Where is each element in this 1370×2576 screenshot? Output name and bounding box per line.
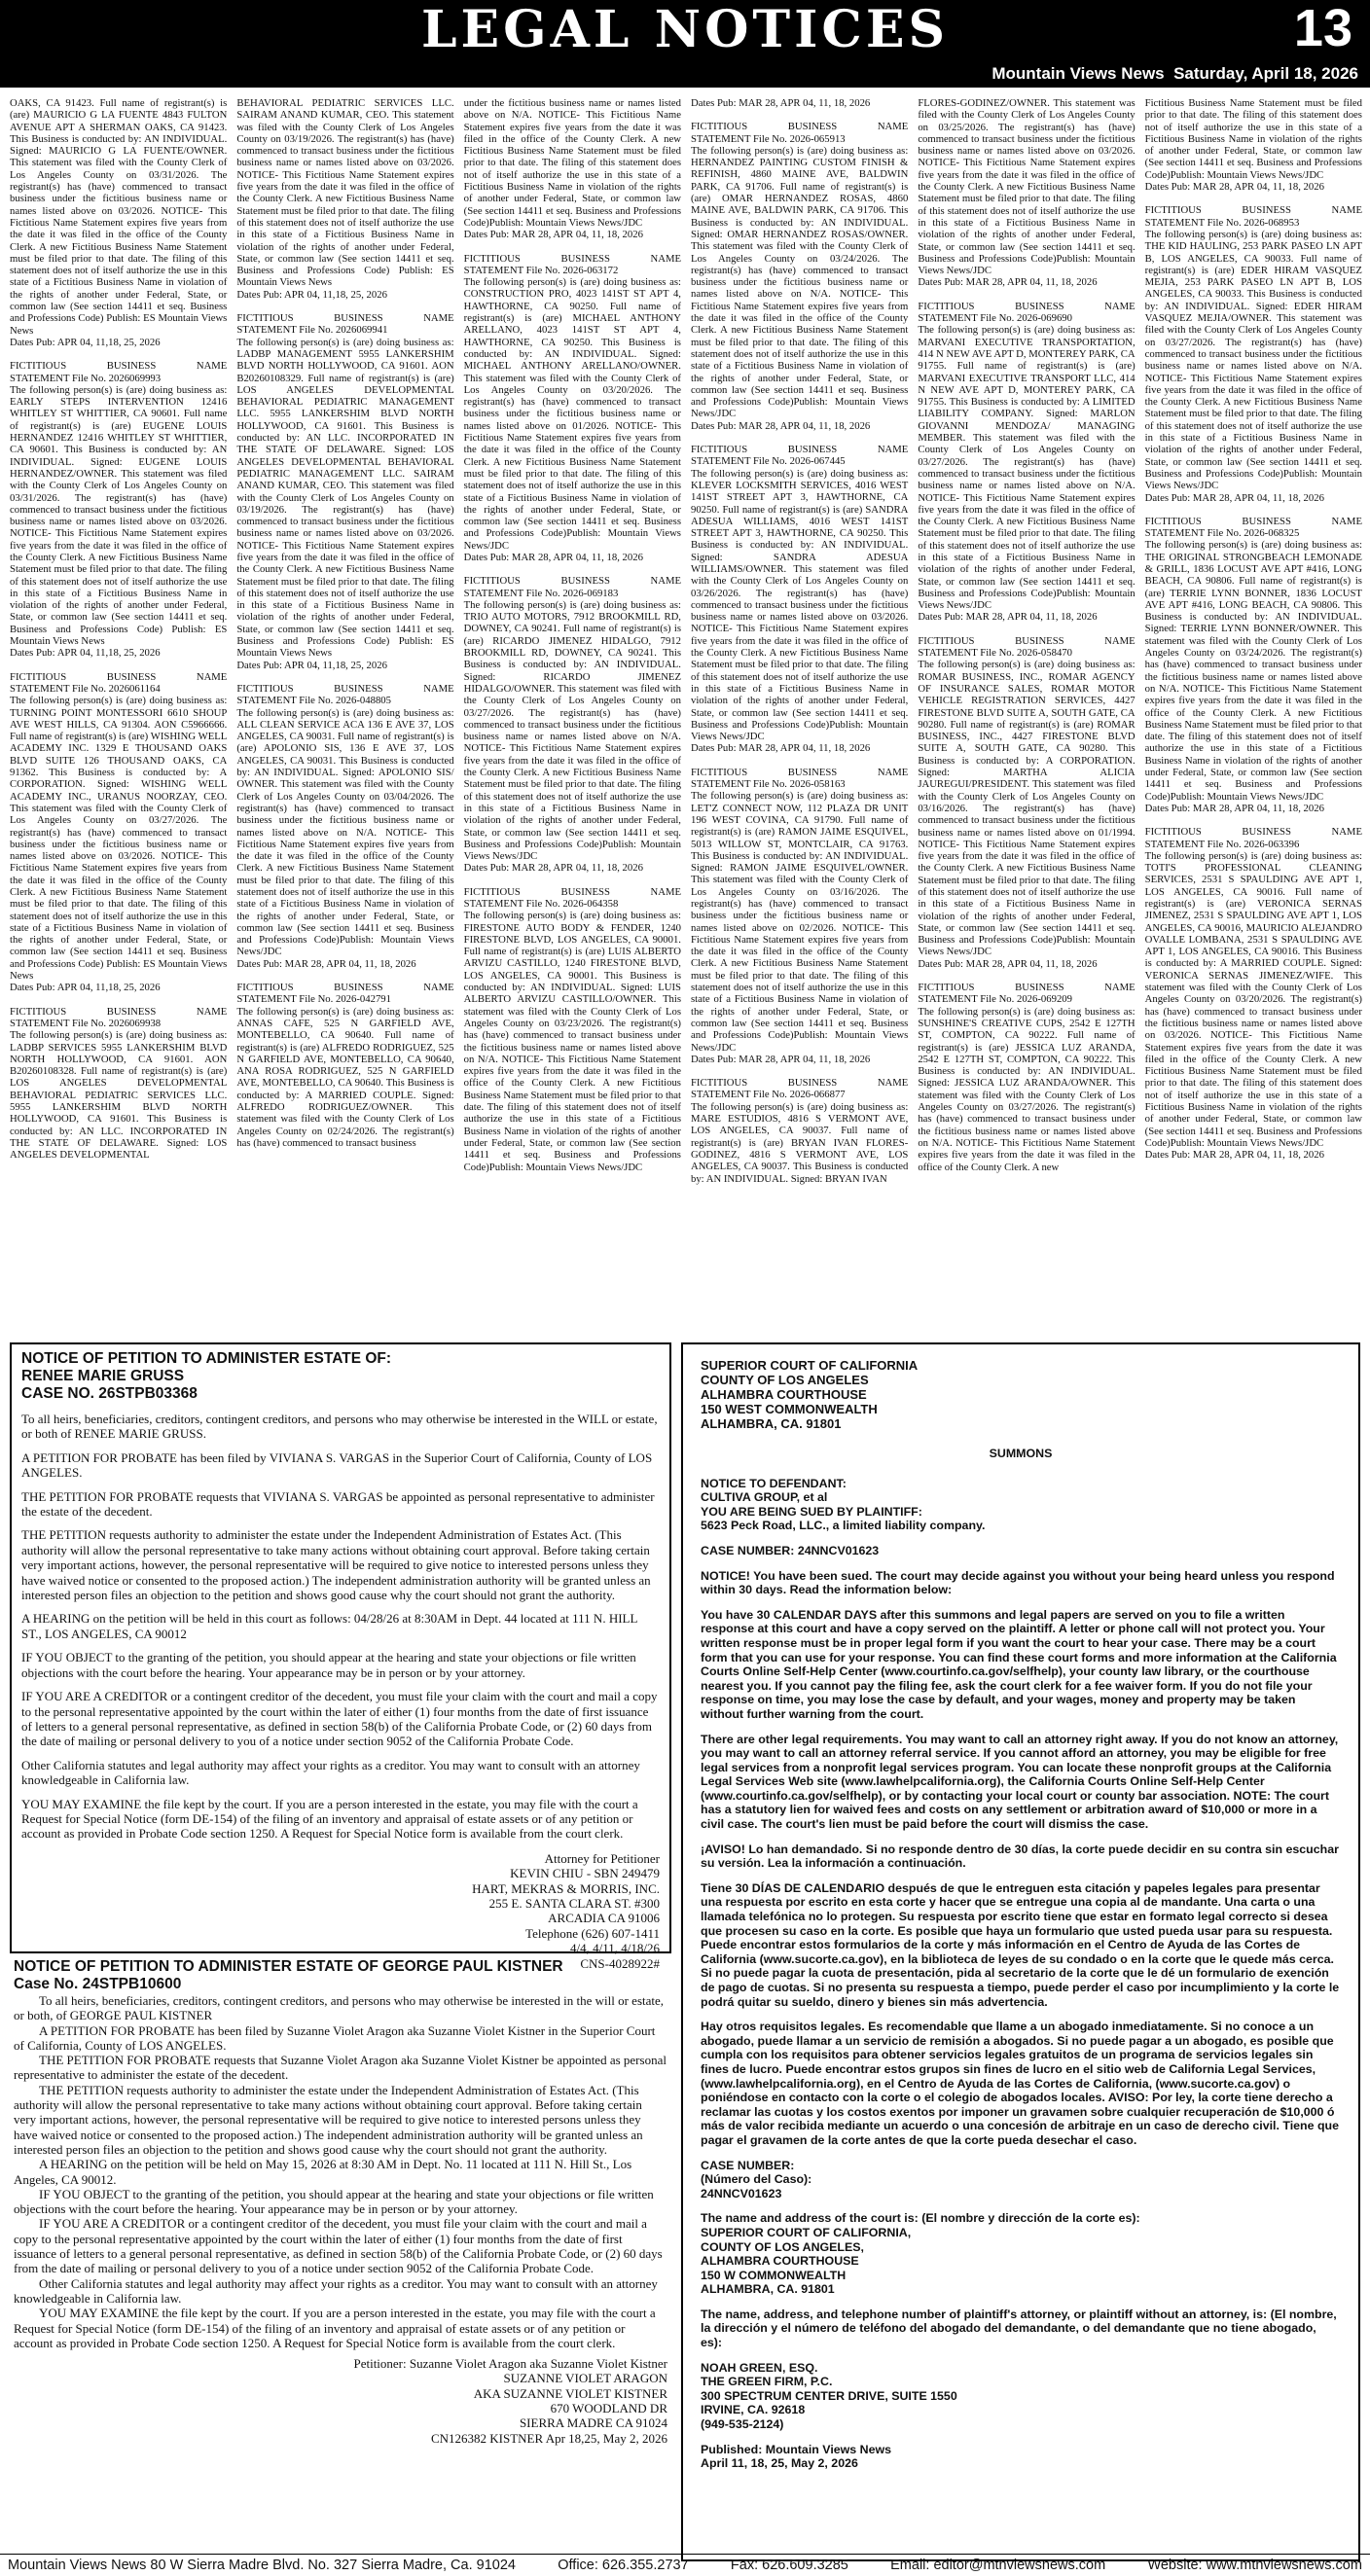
probate-title: NOTICE OF PETITION TO ADMINISTER ESTATE OF: — [21, 1350, 392, 1367]
publication-dates: Dates Pub: MAR 28, APR 04, 11, 18, 2026 — [1144, 1149, 1324, 1162]
heading-word: BUSINESS — [106, 360, 157, 373]
probate-paragraph: A HEARING on the petition will be held in this court as follows: 04/28/26 at 8:30AM in Dept. 44 located at 111 N. HILL ST., LOS ANGELES, CA 90012 — [21, 1611, 637, 1641]
defendant-line: CULTIVA GROUP, et al — [701, 1490, 828, 1505]
attorney-line: IRVINE, CA. 92618 — [701, 2403, 806, 2417]
fictitious-notice — [691, 767, 908, 1065]
column — [10, 97, 227, 1333]
notice-heading — [691, 444, 908, 455]
notice-body: The following person(s) is (are) doing business as: THE ORIGINAL STRONGBEACH LEMONADE & GRILL, 1836 LOCUST AVE APT #416, LONG BEACH, CA 90806. Full name of registrant(s) is (are) TERRIE LYNN BONNER, 1836 LOCUST AVE APT #416, LONG BEACH, CA 90806. This Business is conducted by: AN INDIVIDUAL. Signed: TERRIE LYNN BONNER/OWNER. This statement was filed with the County Clerk of Los Angeles County on 03/24/2026. The registrant(s) has (have) commenced to transact business under the fictitious business name or names listed above on N/A. NOTICE- This Fictitious Name Statement expires five years from the date it was filed in the office of the County Clerk. A new Fictitious Business Name Statement must be filed prior to that date. The filing of this statement does not of itself authorize the use in this state of a Fictitious Business Name in violation of the rights of another under Federal, State, or common law (See section 14411 et seq. Business and Professions Code)Publish: Mountain Views News/JDC — [1144, 539, 1362, 803]
fictitious-notice — [691, 444, 908, 755]
case-number-block — [701, 2159, 1341, 2201]
heading-word: NAME — [1104, 300, 1136, 312]
case-number: Case No. 24STPB10600 — [14, 1976, 182, 1992]
heading-word: FICTITIOUS — [918, 634, 975, 647]
probate-paragraph: THE PETITION requests authority to administer the estate under the Independent Administration of Estates Act. (This authority will allow the personal representative to take many actions without obtaining court approval. Before taking certain very important actions, however, the personal representative will be required to give notice to interested persons unless they have waived notice or consented to the proposed action.) The independent administration authority will be granted unless an interested person files an objection to the petition and shows good cause why the court should not grant the authority. — [14, 2082, 643, 2157]
heading-word: NAME — [877, 766, 909, 778]
statement-file-no: STATEMENT File No. 2026069938 — [10, 1017, 162, 1029]
column — [236, 97, 453, 1333]
heading-word: FICTITIOUS — [690, 1077, 748, 1090]
heading-word: NAME — [196, 360, 228, 373]
probate-title: NOTICE OF PETITION TO ADMINISTER ESTATE OF GEORGE PAUL KISTNER — [14, 1958, 563, 1975]
publication-line: Published: Mountain Views News — [701, 2442, 891, 2456]
fictitious-notice — [691, 97, 908, 109]
summons-case-number: CASE NUMBER: 24NNCV01623 — [701, 1543, 880, 1557]
notice-body: The following person(s) is (are) doing business as: FIRESTONE AUTO BODY & FENDER, 1240 FIRESTONE BLVD, LOS ANGELES, CA 90001. Full name of registrant(s) is (are) LUIS ALBERTO ARVIZU CASTILLO, 1240 FIRESTONE BLVD, LOS ANGELES, CA 90001. This Business is conducted by: AN INDIVIDUAL. Signed: LUIS ALBERTO ARVIZU CASTILLO/OWNER. This statement was filed with the County Clerk of Los Angeles County on 03/23/2026. The registrant(s) has (have) commenced to transact business under the fictitious business name or names listed above on N/A. NOTICE- This Fictitious Name Statement expires five years from the date it was filed in the office of the County Clerk. A new Fictitious Business Name Statement must be filed prior to that date. The filing of this statement does not of itself authorize the use in this state of a Fictitious Business Name in violation of the rights of another under Federal, State, or common law (See section 14411 et seq. Business and Professions Code)Publish: Mountain Views News/JDC — [463, 910, 681, 1173]
publication-dates: Dates Pub: MAR 28, APR 04, 11, 18, 2026 — [1144, 802, 1324, 814]
heading-word: BUSINESS — [560, 885, 610, 898]
heading-word: NAME — [650, 252, 681, 265]
notice-body: The following person(s) is (are) doing business as: MARVANI EXECUTIVE TRANSPORTATION, 414 N NEW AVE APT D, MONTEREY PARK, CA 91755. Full name of registrant(s) is (are) MARVANI EXECUTIVE TRANSPORT LLC, 414 N NEW AVE APT D, MONTEREY PARK, CA 91755. This Business is conducted by: A LIMITED LIABILITY COMPANY. Signed: MARLON GIOVANNI MENDOZA/ MANAGING MEMBER. This statement was filed with the County Clerk of Los Angeles County on 03/27/2026. The registrant(s) has (have) commenced to transact business under the fictitious business name or names listed above on N/A. NOTICE- This Fictitious Name Statement expires five years from the date it was filed in the office of the County Clerk. A new Fictitious Business Name Statement must be filed prior to that date. The filing of this statement does not of itself authorize the use in this state of a Fictitious Business Name in violation of the rights of another under Federal, State, or common law (See section 14411 et seq. Business and Professions Code)Publish: Mountain Views News/JDC — [918, 324, 1136, 612]
heading-word: FICTITIOUS — [236, 312, 294, 325]
statement-file-no: STATEMENT File No. 2026-064358 — [463, 898, 619, 910]
notice-heading — [691, 1077, 908, 1089]
court-address-line: ALHAMBRA COURTHOUSE — [701, 2254, 859, 2269]
fictitious-notice — [464, 97, 681, 241]
summons-paragraph-es: Hay otros requisitos legales. Es recomendable que llame a un abogado inmediatamente. Si no conoce a un abogado, puede llamar a un servicio de remisión a abogados. Si no puede pagar a un abogado, es posible que cumpla con los requisitos para obtener servicios legales gratuitos de un programa de servicios legales sin fines de lucro. Puede encontrar estos grupos sin fines de lucro en el sitio web de California Legal Services, (www.lawhelpcalifornia.org), en el Centro de Ayuda de las Cortes de California, (www.sucorte.ca.gov) o poniéndose en contacto con la corte o el colegio de abogados locales. AVISO: Por ley, la corte tiene derecho a reclamar las cuotas y los costos exentos por imponer un gravamen sobre cualquier recuperación de $10,000 ó más de valor recibida mediante un acuerdo o una concesión de arbitraje en un caso de derecho civil. Tiene que pagar el gravamen de la corte antes de que la corte pueda desechar el caso. — [701, 2020, 1339, 2147]
notice-body: under the fictitious business name or names listed above on N/A. NOTICE- This Fictitious Name Statement expires five years from the date it was filed in the office of the County Clerk. A new Fictitious Business Name Statement must be filed prior to that date. The filing of this statement does not of itself authorize the use in this state of a Fictitious Business Name in violation of the rights of another under Federal, State, or common law (See section 14411 et seq. Business and Professions Code)Publish: Mountain Views News/JDC — [463, 97, 681, 229]
notice-body: The following person(s) is (are) doing business as: KLEVER LOCKSMITH SERVICES, 4016 WEST 141ST STREET APT 3, HAWTHORNE, CA 90250. Full name of registrant(s) is (are) SANDRA ADESUA WILLIAMS, 4016 WEST 141ST STREET APT 3, HAWTHORNE, CA 90250. This Business is conducted by: AN INDIVIDUAL. Signed: SANDRA ADESUA WILLIAMS/OWNER. This statement was filed with the County Clerk of Los Angeles County on 03/26/2026. The registrant(s) has (have) commenced to transact business under the fictitious business name or names listed above on 03/2026. NOTICE- This Fictitious Name Statement expires five years from the date it was filed in the office of the County Clerk. A new Fictitious Business Name Statement must be filed prior to that date. The filing of this statement does not of itself authorize the use in this state of a Fictitious Business Name in violation of the rights of another under Federal, State, or common law (See section 14411 et seq. Business and Professions Code)Publish: Mountain Views News/JDC — [690, 467, 909, 743]
fictitious-notice — [918, 301, 1135, 624]
probate-paragraph: THE PETITION requests authority to administer the estate under the Independent Administration of Estates Act. (This authority will allow the personal representative to take many actions without obtaining court approval. Before taking certain very important actions, however, the personal representative will be required to give notice to interested persons unless they have waived notice or consented to the proposed action.) The independent administration authority will be granted unless an interested person files an objection to the petition and shows good cause why the court should not grant the authority. — [21, 1527, 651, 1603]
petitioner-signature — [14, 2356, 667, 2446]
heading-word: FICTITIOUS — [463, 575, 521, 588]
defendant-line: 5623 Peck Road, LLC., a limited liability company. — [701, 1519, 986, 1533]
notice-heading — [691, 767, 908, 778]
heading-word: FICTITIOUS — [236, 682, 294, 695]
court-line: COUNTY OF LOS ANGELES — [701, 1373, 869, 1387]
signature-line: HART, MEKRAS & MORRIS, INC. — [472, 1880, 660, 1896]
probate-paragraphs — [14, 1993, 667, 2350]
heading-word: FICTITIOUS — [690, 121, 748, 133]
heading-word: BUSINESS — [334, 312, 383, 325]
publication-dates: Dates Pub: MAR 28, APR 04, 11, 18, 2026 — [690, 97, 871, 109]
summons-paragraph: You have 30 CALENDAR DAYS after this summons and legal papers are served on you to file a written response at this court and have a copy served on the plaintiff. A letter or phone call will not protect you. Your written response must be in proper legal form if you want the court to hear your case. There may be a court form that you can use for your response. You can find these court forms and more information at the California Courts Online Self-Help Center (www.courtinfo.ca.gov/selfhelp), your county law library, or the courthouse nearest you. If you cannot pay the filing fee, ask the court clerk for a fee waiver form. If you do not file your response on time, you may lose the case by default, and your wages, money and property may be taken without further warning from the court. — [701, 1607, 1337, 1721]
case-line: 24NNCV01623 — [701, 2186, 782, 2200]
fictitious-notice — [464, 886, 681, 1173]
statement-file-no: STATEMENT File No. 2026-058470 — [918, 647, 1072, 660]
statement-file-no: STATEMENT File No. 2026-068953 — [1144, 216, 1300, 229]
defendant-line: YOU ARE BEING SUED BY PLAINTIFF: — [701, 1504, 922, 1519]
notice-body: FLORES-GODINEZ/OWNER. This statement was filed with the County Clerk of Los Angeles County on 03/25/2026. The registrant(s) has (have) commenced to transact business under the fictitious business name or names listed above on 03/2026. NOTICE- This Fictitious Name Statement expires five years from the date it was filed in the office of the County Clerk. A new Fictitious Business Name Statement must be filed prior to that date. The filing of this statement does not of itself authorize the use in this state of a Fictitious Business Name in violation of the rights of another under Federal, State, or common law (See section 14411 et seq. Business and Professions Code)Publish: Mountain Views News/JDC — [918, 97, 1136, 277]
masthead-dateline — [991, 64, 1358, 84]
fictitious-notices-columns — [10, 97, 1362, 1333]
fictitious-notice — [1145, 826, 1362, 1161]
statement-file-no: STATEMENT File No. 2026-058163 — [690, 778, 846, 791]
masthead — [0, 0, 1370, 88]
heading-word: BUSINESS — [787, 766, 838, 778]
publication-dates: Dates Pub: MAR 28, APR 04, 11, 18, 2026 — [1144, 491, 1324, 504]
issue-date: Saturday, April 18, 2026 — [1173, 64, 1358, 83]
publication-dates: Dates Pub: APR 04, 11,18, 25, 2026 — [236, 288, 387, 301]
statement-file-no: STATEMENT File No. 2026-069183 — [463, 587, 619, 599]
statement-file-no: STATEMENT File No. 2026-067445 — [690, 455, 846, 468]
statement-file-no: STATEMENT File No. 2026069941 — [236, 324, 388, 337]
heading-word: FICTITIOUS — [463, 885, 521, 898]
footer-fax: Fax: 626.609.3285 — [730, 2558, 848, 2573]
summons-notice — [681, 1342, 1360, 2561]
defendant-block — [701, 1477, 1341, 1533]
fictitious-notice — [236, 312, 453, 671]
notice-body: The following person(s) is (are) doing business as: HERNANDEZ PAINTING CUSTOM FINISH & REFINISH, 4860 MAINE AVE, BALDWIN PARK, CA 91706. Full name of registrant(s) is (are) OMAR HERNANDEZ ROSAS, 4860 MAINE AVE, BALDWIN PARK, CA 91706. This Business is conducted by: AN INDIVIDUAL. Signed: OMAR HERNANDEZ ROSAS/OWNER. This statement was filed with the County Clerk of Los Angeles County on 03/24/2026. The registrant(s) has (have) commenced to transact business under the fictitious business name or names listed above on N/A. NOTICE- This Fictitious Name Statement expires five years from the date it was filed in the office of the County Clerk. A new Fictitious Business Name Statement must be filed prior to that date. The filing of this statement does not of itself authorize the use in this state of a Fictitious Business Name in violation of the rights of another under Federal, State, or common law (See section 14411 et seq. Business and Professions Code)Publish: Mountain Views News/JDC — [690, 144, 909, 420]
notice-heading — [236, 312, 453, 324]
publication-dates: Dates Pub: MAR 28, APR 04, 11, 18, 2026 — [918, 957, 1098, 970]
probate-paragraphs — [21, 1412, 660, 1842]
heading-word: BUSINESS — [334, 982, 383, 994]
fictitious-notice — [10, 97, 227, 348]
attorney-line: 300 SPECTRUM CENTER DRIVE, SUITE 1550 — [701, 2388, 957, 2403]
section-title: LEGAL NOTICES — [420, 0, 950, 59]
signature-line: SIERRA MADRE CA 91024 — [519, 2415, 667, 2431]
fictitious-notice — [464, 253, 681, 564]
heading-word: NAME — [877, 444, 909, 456]
statement-file-no: STATEMENT File No. 2026-066877 — [690, 1089, 846, 1101]
heading-word: BUSINESS — [1242, 826, 1291, 839]
case-number: CASE NO. 26STPB03368 — [21, 1385, 198, 1402]
fictitious-notice — [1145, 204, 1362, 503]
fictitious-notice — [236, 982, 453, 1149]
notice-body: The following person(s) is (are) doing business as: TURNING POINT MONTESSORI 6610 SHOUP AVE WEST HILLS, CA 91304. AON C5966666. Full name of registrant(s) is (are) WISHING WELL ACADEMY INC. 1329 E THOUSAND OAKS BLVD SUITE 126 THOUSAND OAKS, CA 91362. This Business is conducted by: A CORPORATION. Signed: WISHING WELL ACADEMY INC., URANUS NOORZAY, CEO. This statement was filed with the County Clerk of Los Angeles County on 03/27/2026. The registrant(s) has (have) commenced to transact business under the fictitious business name or names listed above on 03/2026. NOTICE- This Fictitious Name Statement expires five years from the date it was filed in the office of the County Clerk. A new Fictitious Business Name Statement must be filed prior to that date. The filing of this statement does not of itself authorize the use in this state of a Fictitious Business Name in violation of the rights of another under Federal, State, or common law (See section 14411 et seq. Business and Professions Code) Publish: ES Mountain Views News — [10, 695, 228, 983]
publication-dates: Dates Pub: MAR 28, APR 04, 11, 18, 2026 — [463, 862, 643, 875]
notice-heading — [691, 121, 908, 132]
notice-heading — [10, 671, 227, 683]
court-address-line: SUPERIOR COURT OF CALIFORNIA, — [701, 2225, 912, 2239]
attorney-label: The name, address, and telephone number of plaintiff's attorney, or plaintiff without an attorney, is: (El nombre, la dirección y el número de teléfono del abogado del demandante, o del demandante que no tiene abogado, es): — [701, 2307, 1337, 2350]
statement-file-no: STATEMENT File No. 2026-065913 — [690, 132, 846, 145]
notice-body: The following person(s) is (are) doing business as: SUNSHINE'S CREATIVE CUPS, 2542 E 127TH ST, COMPTON, CA 90222. Full name of registrant(s) is (are) JESSICA LUZ ARANDA, 2542 E 127TH ST, COMPTON, CA 90222. This Business is conducted by: AN INDIVIDUAL. Signed: JESSICA LUZ ARANDA/OWNER. This statement was filed with the County Clerk of Los Angeles County on 03/27/2026. The registrant(s) has (have) commenced to transact business under the fictitious business name or names listed above on N/A. NOTICE- This Fictitious Name Statement expires five years from the date it was filed in the office of the County Clerk. A new — [918, 1005, 1136, 1173]
page-number: 13 — [1293, 0, 1352, 57]
summons-paragraph: There are other legal requirements. You may want to call an attorney right away. If you do not know an attorney, you may want to call an attorney referral service. If you cannot afford an attorney, you may be eligible for free legal services from a nonprofit legal services program. You can locate these nonprofit groups at the California Legal Services Web site (www.lawhelpcalifornia.org), the California Courts Online Self-Help Center (www.courtinfo.ca.gov/selfhelp), or by contacting your local court or county bar association. NOTE: The court has a statutory lien for waived fees and costs on any settlement or arbitration award of $10,000 or more in a civil case. The court's lien must be paid before the court will dismiss the case. — [701, 1732, 1339, 1832]
notice-heading — [464, 886, 681, 898]
notice-heading — [10, 1006, 227, 1018]
statement-file-no: STATEMENT File No. 2026061164 — [10, 682, 161, 695]
notice-body: The following person(s) is (are) doing business as: LADBP SERVICES 5955 LANKERSHIM BLVD NORTH HOLLYWOOD, CA 91601. AON B20260108328. Full name of registrant(s) is (are) LOS ANGELES DEVELOPMENTAL BEHAVIORAL PEDIATRIC SERVICES LLC. 5955 LANKERSHIM BLVD NORTH HOLLYWOOD, CA 91601. This Business is conducted by: AN LLC. INCORPORATED IN THE STATE OF DELAWARE. Signed: LOS ANGELES DEVELOPMENTAL — [10, 1029, 228, 1162]
court-address-line: 150 W COMMONWEALTH — [701, 2268, 847, 2282]
notice-body: The following person(s) is (are) doing business as: THE KID HAULING, 253 PARK PASEO LN APT B, LOS ANGELES, CA 90033. Full name of registrant(s) is (are) EDER HIRAM VASQUEZ MEJIA, 253 PARK PASEO LN APT B, LOS ANGELES, CA 90033. This Business is conducted by: AN INDIVIDUAL. Signed: EDER HIRAM VASQUEZ MEJIA/OWNER. This statement was filed with the County Clerk of Los Angeles County on 03/27/2026. The registrant(s) has (have) commenced to transact business under the fictitious business name or names listed above on N/A. NOTICE- This Fictitious Name Statement expires five years from the date it was filed in the office of the County Clerk. A new Fictitious Business Name Statement must be filed prior to that date. The filing of this statement does not of itself authorize the use in this state of a Fictitious Business Name in violation of the rights of another under Federal, State, or common law (See section 14411 et seq. Business and Professions Code)Publish: Mountain Views News/JDC — [1144, 228, 1362, 492]
signature-line: SUZANNE VIOLET ARAGON — [503, 2371, 667, 2386]
statement-file-no: STATEMENT File No. 2026-042791 — [236, 993, 391, 1006]
heading-word: BUSINESS — [1242, 204, 1291, 217]
heading-word: BUSINESS — [1015, 300, 1064, 312]
heading-word: NAME — [1104, 634, 1136, 647]
publication-dates — [701, 2443, 1341, 2471]
notice-body: The following person(s) is (are) doing business as: ALL CLEAN SERVICE ACA 136 E AVE 37, LOS ANGELES, CA 90031. Full name of registrant(s) is (are) APOLONIO SIS, 136 E AVE 37, LOS ANGELES, CA 90031. This Business is conducted by: AN INDIVIDUAL. Signed: APOLONIO SIS/ OWNER. This statement was filed with the County Clerk of Los Angeles County on 03/04/2026. The registrant(s) has (have) commenced to transact business under the fictitious business name or names listed above on N/A. NOTICE- This Fictitious Name Statement expires five years from the date it was filed in the office of the County Clerk. A new Fictitious Business Name Statement must be filed prior to that date. The filing of this statement does not of itself authorize the use in this state of a Fictitious Business Name in violation of the rights of another under Federal, State, or common law (See section 14411 et seq. Business and Professions Code)Publish: Mountain Views News/JDC — [236, 706, 454, 958]
notice-body: BEHAVIORAL PEDIATRIC SERVICES LLC. SAIRAM ANAND KUMAR, CEO. This statement was filed with the County Clerk of Los Angeles County on 03/19/2026. The registrant(s) has (have) commenced to transact business under the fictitious business name or names listed above on 03/2026. NOTICE- This Fictitious Name Statement expires five years from the date it was filed in the office of the County Clerk. A new Fictitious Business Name Statement must be filed prior to that date. The filing of this statement does not of itself authorize the use in this state of a Fictitious Business Name in violation of the rights of another under Federal, State, or common law (See section 14411 et seq. Business and Professions Code) Publish: ES Mountain Views News — [236, 97, 454, 289]
summons-aviso: ¡AVISO! Lo han demandado. Si no responde dentro de 30 días, la corte puede decidir en su contra sin escuchar su versión. Lea la información a continuación. — [701, 1842, 1339, 1871]
heading-word: NAME — [196, 670, 228, 683]
probate-paragraph: THE PETITION FOR PROBATE requests that VIVIANA S. VARGAS be appointed as personal representative to administer the estate of the decedent. — [21, 1488, 655, 1520]
notice-heading — [918, 301, 1135, 312]
publication-line: April 11, 18, 25, May 2, 2026 — [701, 2456, 858, 2471]
publication-dates: Dates Pub: MAR 28, APR 04, 11, 18, 2026 — [236, 957, 416, 970]
heading-word: BUSINESS — [1015, 982, 1064, 994]
summons-title: SUMMONS — [989, 1447, 1053, 1460]
heading-word: BUSINESS — [560, 575, 610, 588]
signature-line: 670 WOODLAND DR — [550, 2401, 667, 2416]
publication-dates: Dates Pub: MAR 28, APR 04, 11, 18, 2026 — [690, 419, 871, 432]
notice-heading — [918, 982, 1135, 993]
notice-heading — [1145, 826, 1362, 838]
publication-dates: Dates Pub: APR 04, 11,18, 25, 2026 — [236, 659, 387, 671]
fictitious-notice — [918, 635, 1135, 970]
heading-word: FICTITIOUS — [1144, 826, 1202, 839]
fictitious-notice — [464, 575, 681, 874]
heading-word: FICTITIOUS — [918, 300, 975, 312]
probate-paragraph: A PETITION FOR PROBATE has been filed by VIVIANA S. VARGAS in the Superior Court of California, County of LOS ANGELES. — [21, 1449, 653, 1481]
court-header — [701, 1358, 1341, 1431]
publication-dates: Dates Pub: MAR 28, APR 04, 11, 18, 2026 — [918, 276, 1098, 289]
court-line: 150 WEST COMMONWEALTH — [701, 1402, 878, 1416]
case-line: CASE NUMBER: — [701, 2158, 795, 2172]
heading-word: FICTITIOUS — [1144, 515, 1202, 527]
signature-line: CNS-4028922# — [580, 1955, 660, 1971]
signature-line: CN126382 KISTNER Apr 18,25, May 2, 2026 — [430, 2430, 667, 2446]
notice-body: Fictitious Business Name Statement must be filed prior to that date. The filing of this statement does not of itself authorize the use in this state of a Fictitious Business Name in violation of the rights of another under Federal, State, or common law (See section 14411 et seq. Business and Professions Code)Publish: Mountain Views News/JDC — [1144, 97, 1362, 181]
court-line: SUPERIOR COURT OF CALIFORNIA — [701, 1358, 919, 1373]
fictitious-notice — [236, 97, 453, 301]
signature-line: KEVIN CHIU - SBN 249479 — [510, 1866, 660, 1881]
publication-dates: Dates Pub: MAR 28, APR 04, 11, 18, 2026 — [463, 551, 643, 563]
notice-heading — [10, 360, 227, 372]
heading-word: BUSINESS — [1015, 634, 1064, 647]
case-line: (Número del Caso): — [701, 2172, 812, 2187]
heading-word: NAME — [423, 982, 454, 994]
heading-word: BUSINESS — [106, 1005, 157, 1018]
probate-paragraph: IF YOU OBJECT to the granting of the petition, you should appear at the hearing and state your objections or file written objections with the court before the hearing. Your appearance may be in person or by your attorney. — [14, 2186, 654, 2217]
notice-body: The following person(s) is (are) doing business as: ANNAS CAFE, 525 N GARFIELD AVE, MONTEBELLO, CA 90640. Full name of registrant(s) is (are) ALFREDO RODRIGUEZ, 525 N GARFIELD AVE, MONTEBELLO, CA 90640, ANA ROSA RODRIGUEZ, 525 N GARFIELD AVE, MONTEBELLO, CA 90640. This Business is conducted by: A MARRIED COUPLE. Signed: ALFREDO RODRIGUEZ/OWNER. This statement was filed with the County Clerk of Los Angeles County on 02/24/2026. The registrant(s) has (have) commenced to transact business — [236, 1005, 454, 1149]
fictitious-notice — [918, 97, 1135, 289]
column — [918, 97, 1135, 1333]
heading-word: NAME — [877, 1077, 909, 1090]
notice-heading — [1145, 516, 1362, 527]
notice-body: The following person(s) is (are) doing business as: LADBP MANAGEMENT 5955 LANKERSHIM BLVD NORTH HOLLYWOOD, CA 91601. AON B20260108329. Full name of registrant(s) is (are) LOS ANGELES DEVELOPMENTAL BEHAVIORAL PEDIATRIC MANAGEMENT LLC. 5955 LANKERSHIM BLVD NORTH HOLLYWOOD, CA 91601. This Business is conducted by: AN LLC. INCORPORATED IN THE STATE OF DELAWARE. Signed: LOS ANGELES DEVELOPMENTAL BEHAVIORAL PEDIATRIC MANAGEMENT LLC. SAIRAM ANAND KUMAR, CEO. This statement was filed with the County Clerk of Los Angeles County on 03/19/2026. The registrant(s) has (have) commenced to transact business under the fictitious business name or names listed above on 03/2026. NOTICE- This Fictitious Name Statement expires five years from the date it was filed in the office of the County Clerk. A new Fictitious Business Name Statement must be filed prior to that date. The filing of this statement does not of itself authorize the use in this state of a Fictitious Business Name in violation of the rights of another under Federal, State, or common law (See section 14411 et seq. Business and Professions Code) Publish: ES Mountain Views News — [236, 336, 454, 660]
attorney-line: THE GREEN FIRM, P.C. — [701, 2375, 833, 2389]
notice-body: The following person(s) is (are) doing business as: CONSTRUCTION PRO, 4023 141ST ST APT 4, HAWTHORNE, CA 90250. Full name of registrant(s) is (are) MICHAEL ANTHONY ARELLANO, 4023 141ST ST APT 4, HAWTHORNE, CA 90250. This Business is conducted by: AN INDIVIDUAL. Signed: MICHAEL ANTHONY ARELLANO/OWNER. This statement was filed with the County Clerk of Los Angeles County on 03/20/2026. The registrant(s) has (have) commenced to transact business under the fictitious business name or names listed above on 01/2026. NOTICE- This Fictitious Name Statement expires five years from the date it was filed in the office of the County Clerk. A new Fictitious Business Name Statement must be filed prior to that date. The filing of this statement does not of itself authorize the use in this state of a Fictitious Business Name in violation of the rights of another under Federal, State, or common law (See section 14411 et seq. Business and Professions Code)Publish: Mountain Views News/JDC — [463, 276, 681, 552]
court-line: ALHAMBRA, CA. 91801 — [701, 1416, 842, 1431]
notice-body: OAKS, CA 91423. Full name of registrant(s) is (are) MAURICIO G LA FUENTE 4843 FULTON AVENUE APT A SHERMAN OAKS, CA 91423. This Business is conducted by: AN INDIVIDUAL. Signed: MAURICIO G LA FUENTE/OWNER. This statement was filed with the County Clerk of Los Angeles County on 03/31/2026. The registrant(s) has (have) commenced to transact business under the fictitious business name or names listed above on 03/2026. NOTICE- This Fictitious Name Statement expires five years from the date it was filed in the office of the County Clerk. A new Fictitious Business Name Statement must be filed prior to that date. The filing of this statement does not of itself authorize the use in this state of a Fictitious Business Name in violation of the rights of another under Federal, State, or common law (See section 14411 et seq. Business and Professions Code) Publish: ES Mountain Views News — [10, 97, 228, 337]
probate-paragraph: A HEARING on the petition will be held on May 15, 2026 at 8:30 AM in Dept. No. 11 located at 111 N. Hill St., Los Angeles, CA 90012. — [14, 2157, 632, 2187]
publication-dates: Dates Pub: APR 04, 11,18, 25, 2026 — [10, 647, 161, 660]
notice-heading — [236, 982, 453, 993]
probate-paragraph: YOU MAY EXAMINE the file kept by the court. If you are a person interested in the estate, you may file with the court a Request for Special Notice (form DE-154) of the filing of an inventory and appraisal of estate assets or of any petition or account as provided in Probate Code section 1250. A Request for Special Notice form is available from the court clerk. — [14, 2306, 656, 2350]
footer-address: Mountain Views News 80 W Sierra Madre Blvd. No. 327 Sierra Madre, Ca. 91024 — [8, 2558, 516, 2573]
heading-word: NAME — [1331, 826, 1362, 839]
fictitious-notice — [918, 982, 1135, 1173]
signature-line: AKA SUZANNE VIOLET KISTNER — [473, 2385, 667, 2401]
notice-heading — [918, 635, 1135, 647]
summons-notice-heading: NOTICE! You have been sued. The court may decide against you without your being heard unless you respond within 30 days. Read the information below: — [701, 1568, 1335, 1597]
probate-paragraph: A PETITION FOR PROBATE has been filed by Suzanne Violet Aragon aka Suzanne Violet Kistner in the Superior Court of California, County of LOS ANGELES. — [14, 2022, 656, 2053]
heading-word: NAME — [650, 885, 681, 898]
heading-word: FICTITIOUS — [690, 766, 748, 778]
heading-word: NAME — [423, 312, 454, 325]
paper-name: Mountain Views News — [991, 64, 1165, 83]
fictitious-notice — [10, 360, 227, 659]
probate-paragraph: Other California statutes and legal authority may affect your rights as a creditor. You may want to consult with an attorney knowledgeable in California law. — [14, 2275, 658, 2306]
notice-heading — [464, 575, 681, 587]
heading-word: NAME — [1331, 515, 1362, 527]
column — [691, 97, 908, 1333]
court-line: ALHAMBRA COURTHOUSE — [701, 1387, 867, 1402]
notice-body: The following person(s) is (are) doing business as: TOTI'S PROFESSIONAL CLEANING SERVICES, 2531 S SPAULDING AVE APT 1, LOS ANGELES, CA 90016. Full name of registrant(s) is (are) VERONICA SERNAS JIMENEZ, 2531 S SPAULDING AVE APT 1, LOS ANGELES, CA 90016, MAURICIO ALEJANDRO OVALLE LOMBANA, 2531 S SPAULDING AVE APT 1, LOS ANGELES, CA 90016. This Business is conducted by: A MARRIED COUPLE. Signed: VERONICA SERNAS JIMENEZ/WIFE. This statement was filed with the County Clerk of Los Angeles County on 03/20/2026. The registrant(s) has (have) commenced to transact business under the fictitious business name or names listed above on 03/2026. NOTICE- This Fictitious Name Statement expires five years from the date it was filed in the office of the County Clerk. A new Fictitious Business Name Statement must be filed prior to that date. The filing of this statement does not of itself authorize the use in this state of a Fictitious Business Name in violation of the rights of another under Federal, State, or common law (See section 14411 et seq. Business and Professions Code)Publish: Mountain Views News/JDC — [1144, 849, 1362, 1149]
signature-line: ARCADIA CA 91006 — [548, 1911, 660, 1926]
publication-dates: Dates Pub: MAR 28, APR 04, 11, 18, 2026 — [690, 742, 871, 755]
court-address-line: ALHAMBRA, CA. 91801 — [701, 2282, 835, 2297]
heading-word: BUSINESS — [787, 1077, 838, 1090]
fictitious-notice — [1145, 97, 1362, 193]
signature-line: Petitioner: Suzanne Violet Aragon aka Suzanne Violet Kistner — [353, 2356, 667, 2372]
probate-paragraph: THE PETITION FOR PROBATE requests that Suzanne Violet Aragon aka Suzanne Violet Kistner be appointed as personal representative to administer the estate of the decedent. — [14, 2053, 667, 2083]
fictitious-notice — [1145, 516, 1362, 814]
publication-dates: Dates Pub: MAR 28, APR 04, 11, 18, 2026 — [1144, 181, 1324, 194]
heading-word: NAME — [650, 575, 681, 588]
probate-paragraph: Other California statutes and legal authority may affect your rights as a creditor. You may want to consult with an attorney knowledgeable in California law. — [21, 1757, 640, 1788]
probate-paragraph: To all heirs, beneficiaries, creditors, contingent creditors, and persons who may otherwise be interested in the WILL or estate, or both of RENEE MARIE GRUSS. — [21, 1412, 658, 1442]
attorney-signature — [21, 1851, 660, 1971]
court-address-line: COUNTY OF LOS ANGELES, — [701, 2239, 864, 2254]
attorney-block — [701, 2361, 1341, 2432]
heading-word: NAME — [423, 682, 454, 695]
heading-word: FICTITIOUS — [10, 670, 67, 683]
publication-dates: Dates Pub: MAR 28, APR 04, 11, 18, 2026 — [918, 611, 1098, 624]
heading-word: BUSINESS — [560, 252, 610, 265]
footer-office-phone: Office: 626.355.2737 — [558, 2558, 689, 2573]
heading-word: NAME — [877, 121, 909, 133]
heading-word: BUSINESS — [334, 682, 383, 695]
court-address — [701, 2226, 1341, 2297]
footer — [0, 2554, 1370, 2575]
heading-word: FICTITIOUS — [1144, 204, 1202, 217]
heading-word: BUSINESS — [106, 670, 157, 683]
heading-word: FICTITIOUS — [10, 1005, 67, 1018]
attorney-line: NOAH GREEN, ESQ. — [701, 2360, 818, 2375]
signature-line: 4/4, 4/11, 4/18/26 — [570, 1941, 660, 1956]
heading-word: BUSINESS — [1242, 515, 1291, 527]
fictitious-notice — [236, 683, 453, 970]
fictitious-notice — [691, 1077, 908, 1185]
heading-word: BUSINESS — [787, 444, 838, 456]
statement-file-no: STATEMENT File No. 2026-063396 — [1144, 838, 1300, 850]
notice-heading — [464, 253, 681, 265]
publication-dates: Dates Pub: APR 04, 11,18, 25, 2026 — [10, 982, 161, 994]
defendant-line: NOTICE TO DEFENDANT: — [701, 1476, 847, 1490]
probate-paragraph: IF YOU ARE A CREDITOR or a contingent creditor of the decedent, you must file your claim with the court and mail a copy to the personal representative appointed by the court within the later of either (1) four months from the date of first issuance of letters to a general personal representative, as defined in section 58(b) of the California Probate Code, or (2) 60 days from the date of mailing or personal delivery to you of a notice under section 9052 of the California Probate Code. — [21, 1689, 658, 1749]
column — [1145, 97, 1362, 1333]
notice-body: The following person(s) is (are) doing business as: TRIO AUTO MOTORS, 7912 BROOKMILL RD, DOWNEY, CA 90241. Full name of registrant(s) is (are) RICARDO JIMENEZ HIDALGO, 7912 BROOKMILL RD, DOWNEY, CA 90241. This Business is conducted by: AN INDIVIDUAL. Signed: RICARDO JIMENEZ HIDALGO/OWNER. This statement was filed with the County Clerk of Los Angeles County on 03/27/2026. The registrant(s) has (have) commenced to transact business under the fictitious business name or names listed above on N/A. NOTICE- This Fictitious Name Statement expires five years from the date it was filed in the office of the County Clerk. A new Fictitious Business Name Statement must be filed prior to that date. The filing of this statement does not of itself authorize the use in this state of a Fictitious Business Name in violation of the rights of another under Federal, State, or common law (See section 14411 et seq. Business and Professions Code)Publish: Mountain Views News/JDC — [463, 598, 681, 863]
publication-dates: Dates Pub: MAR 28, APR 04, 11, 18, 2026 — [463, 229, 643, 241]
notice-body: The following person(s) is (are) doing business as: LET'Z CONNECT NOW, 112 PLAZA DR UNIT 196 WEST COVINA, CA 91790. Full name of registrant(s) is (are) RAMON JAIME ESQUIVEL, 5013 WILLOW ST, MONTCLAIR, CA 91763. This Business is conducted by: AN INDIVIDUAL. Signed: RAMON JAIME ESQUIVEL/OWNER. This statement was filed with the County Clerk of Los Angeles County on 03/16/2026. The registrant(s) has (have) commenced to transact business under the fictitious business name or names listed above on 02/2026. NOTICE- This Fictitious Name Statement expires five years from the date it was filed in the office of the County Clerk. A new Fictitious Business Name Statement must be filed prior to that date. The filing of this statement does not of itself authorize the use in this state of a Fictitious Business Name in violation of the rights of another under Federal, State, or common law (See section 14411 et seq. Business and Professions Code)Publish: Mountain Views News/JDC — [690, 790, 909, 1054]
signature-line: 255 E. SANTA CLARA ST. #300 — [488, 1895, 660, 1911]
probate-paragraph: IF YOU ARE A CREDITOR or a contingent creditor of the decedent, you must file your claim with the court and mail a copy to the personal representative appointed by the court within the later of either (1) four months from the date of first issuance of letters to a general personal representative, as defined in section 58(b) of the California Probate Code, or (2) 60 days from the date of mailing or personal delivery to you of a notice under section 9052 of the California Probate Code. — [14, 2216, 663, 2276]
heading-word: FICTITIOUS — [463, 252, 521, 265]
fictitious-notice — [691, 121, 908, 432]
notice-body: The following person(s) is (are) doing business as: ROMAR BUSINESS, INC., ROMAR AGENCY OF INSURANCE SALES, ROMAR MOTOR VEHICLE REGISTRATION SERVICES, 4427 FIRESTONE BLVD SUITE A, SOUTH GATE, CA 90280. Full name of registrant(s) is (are) ROMAR BUSINESS, INC., 4427 FIRESTONE BLVD SUITE A, SOUTH GATE, CA 90280. This Business is conducted by: A CORPORATION. Signed: MARTHA ALICIA JAUREGUI/PRESIDENT. This statement was filed with the County Clerk of Los Angeles County on 03/16/2026. The registrant(s) has (have) commenced to transact business under the fictitious business name or names listed above on 01/1994. NOTICE- This Fictitious Name Statement expires five years from the date it was filed in the office of the County Clerk. A new Fictitious Business Name Statement must be filed prior to that date. The filing of this statement does not of itself authorize the use in this state of a Fictitious Business Name in violation of the rights of another under Federal, State, or common law (See section 14411 et seq. Business and Professions Code)Publish: Mountain Views News/JDC — [918, 659, 1136, 958]
statement-file-no: STATEMENT File No. 2026-048805 — [236, 695, 391, 707]
heading-word: FICTITIOUS — [236, 982, 294, 994]
probate-paragraph: To all heirs, beneficiaries, creditors, contingent creditors, and persons who may otherwise be interested in the will or estate, or both, of GEORGE PAUL KISTNER — [14, 1993, 665, 2023]
decedent-name: RENEE MARIE GRUSS — [21, 1368, 185, 1384]
notice-heading — [1145, 204, 1362, 216]
heading-word: NAME — [196, 1005, 228, 1018]
column — [464, 97, 681, 1333]
heading-word: FICTITIOUS — [918, 982, 975, 994]
notice-body: The following person(s) is (are) doing business as: EARLY STEPS INTERVENTION 12416 WHITLEY ST WHITTIER, CA 90601. Full name of registrant(s) is (are) EUGENE LOUIS HERNANDEZ 12416 WHITLEY ST WHITTIER, CA 90601. This Business is conducted by: AN INDIVIDUAL. Signed: EUGENE LOUIS HERNANDEZ/OWNER. This statement was filed with the County Clerk of Los Angeles County on 03/31/2026. The registrant(s) has (have) commenced to transact business under the fictitious business name or names listed above on 03/2026. NOTICE- This Fictitious Name Statement expires five years from the date it was filed in the office of the County Clerk. A new Fictitious Business Name Statement must be filed prior to that date. The filing of this statement does not of itself authorize the use in this state of a Fictitious Business Name in violation of the rights of another under Federal, State, or common law (See section 14411 et seq. Business and Professions Code) Publish: ES Mountain Views News — [10, 383, 228, 648]
heading-word: NAME — [1331, 204, 1362, 217]
probate-paragraph: YOU MAY EXAMINE the file kept by the court. If you are a person interested in the estate, you may file with the court a Request for Special Notice (form DE-154) of the filing of an inventory and appraisal of estate assets or of any petition or account as provided in Probate Code section 1250. A Request for Special Notice form is available from the court clerk. — [21, 1796, 638, 1842]
probate-paragraph: IF YOU OBJECT to the granting of the petition, you should appear at the hearing and state your objections or file written objections with the court before the hearing. Your appearance may be in person or by your attorney. — [21, 1650, 636, 1680]
statement-file-no: STATEMENT File No. 2026069993 — [10, 372, 162, 384]
notice-heading — [236, 683, 453, 695]
statement-file-no: STATEMENT File No. 2026-068325 — [1144, 527, 1300, 540]
signature-line: Telephone (626) 607-1411 — [525, 1925, 660, 1941]
statement-file-no: STATEMENT File No. 2026-063172 — [463, 264, 619, 276]
publication-dates: Dates Pub: MAR 28, APR 04, 11, 18, 2026 — [690, 1053, 871, 1065]
signature-line: Attorney for Petitioner — [544, 1850, 660, 1866]
heading-word: NAME — [1104, 982, 1136, 994]
summons-paragraph-es: Tiene 30 DÍAS DE CALENDARIO después de que le entreguen esta citación y papeles legales para presentar una respuesta por escrito en esta corte y hacer que se entregue una copia al de mandante. Una carta o una llamada telefónica no lo protegen. Su respuesta por escrito tiene que estar en formato legal correcto si desea que procesen su caso en la corte. Es posible que haya un formulario que usted pueda usar para su respuesta. Puede encontrar estos formularios de la corte y más información en el Centro de Ayuda de las Cortes de California (www.sucorte.ca.gov), en la biblioteca de leyes de su condado o en la corte que le quede más cerca. Si no puede pagar la cuota de presentación, pida al secretario de la corte que le dé un formulario de exención de pago de cuotas. Si no presenta su respuesta a tiempo, puede perder el caso por incumplimiento y la corte le podrá quitar su sueldo, dinero y bienes sin más advertencia. — [701, 1880, 1340, 2009]
fictitious-notice — [10, 1006, 227, 1162]
publication-dates: Dates Pub: APR 04, 11,18, 25, 2026 — [10, 336, 161, 348]
statement-file-no: STATEMENT File No. 2026-069209 — [918, 993, 1072, 1006]
statement-file-no: STATEMENT File No. 2026-069690 — [918, 312, 1072, 325]
notice-body: The following person(s) is (are) doing business as: MARE ESTUDIOS, 4816 S VERMONT AVE, LOS ANGELES, CA 90037. Full name of registrant(s) is (are) BRYAN IVAN FLORES-GODINEZ, 4816 S VERMONT AVE, LOS ANGELES, CA 90037. This Business is conducted by: AN INDIVIDUAL. Signed: BRYAN IVAN — [690, 1100, 909, 1185]
attorney-line: (949-535-2124) — [701, 2417, 784, 2432]
footer-email[interactable]: Email: editor@mtnviewsnews.com — [890, 2558, 1106, 2573]
probate-notice-kistner — [10, 1955, 671, 2561]
heading-word: FICTITIOUS — [10, 360, 67, 373]
heading-word: BUSINESS — [787, 121, 838, 133]
heading-word: FICTITIOUS — [690, 444, 748, 456]
court-address-label: The name and address of the court is: (El nombre y dirección de la corte es): — [701, 2211, 1140, 2226]
fictitious-notice — [10, 671, 227, 994]
footer-website[interactable]: Website: www.mtnviewsnews.com — [1147, 2558, 1362, 2573]
